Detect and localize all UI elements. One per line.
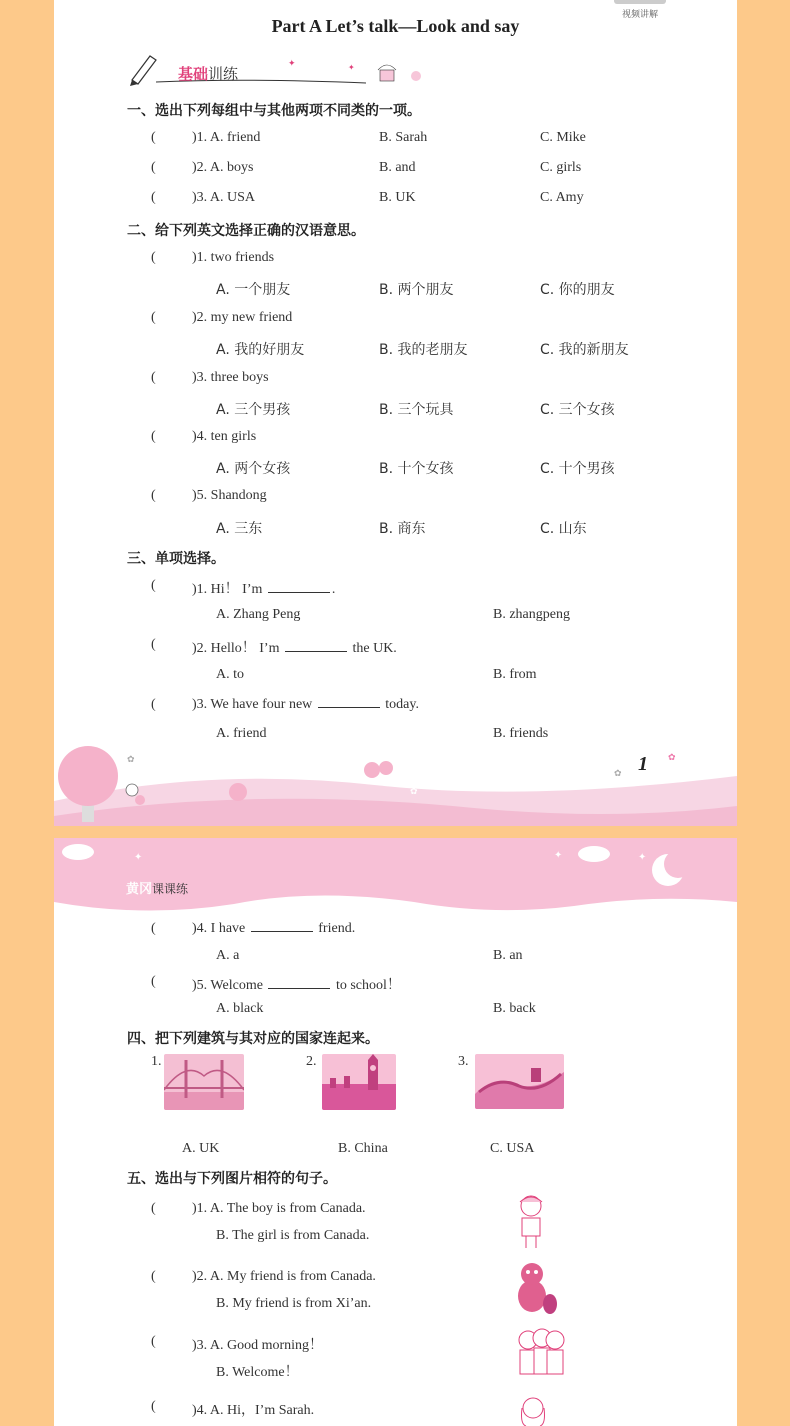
great-wall-photo[interactable] [475,1054,564,1109]
s3-q4: )4. I have friend. [192,921,356,936]
section2-heading: 二、给下列英文选择正确的汉语意思。 [127,223,365,239]
s2-q5-c: C. 山东 [540,521,587,537]
s5-q2-b: B. My friend is from Xi’an. [216,1296,372,1311]
golden-gate-bridge-photo[interactable] [164,1054,244,1110]
s3-q3-a: A. friend [216,726,267,741]
workbook-page-1 [54,0,737,826]
footer-landscape [54,746,737,826]
header-title: 黄冈课课练 [126,882,189,897]
answer-paren[interactable]: ( [151,130,156,145]
picture-number: 3. [458,1054,469,1069]
svg-text:✦: ✦ [134,852,143,863]
s2-q1-c: C. 你的朋友 [540,282,615,298]
s2-q2-b: B. 我的老朋友 [379,342,468,358]
s3-q5-a: A. black [216,1001,264,1016]
s1-q2: )2. A. boys [192,160,254,175]
s1-q1-c: C. Mike [540,130,586,145]
s3-q2-a: A. to [216,667,244,682]
s2-q5-b: B. 商东 [379,521,426,537]
answer-paren[interactable]: ( [151,370,156,385]
s3-q4-a: A. a [216,948,240,963]
video-label: 视频讲解 [622,10,659,20]
page-number: 1 [638,753,648,775]
picture-number: 1. [151,1054,162,1069]
country-option-c[interactable]: C. USA [490,1141,535,1156]
s5-q3-a: )3. A. Good morning！ [192,1338,324,1353]
s2-q3-a: A. 三个男孩 [216,402,291,418]
country-option-a[interactable]: A. UK [182,1141,220,1156]
cake-icon [378,65,396,81]
s2-q1-a: A. 一个朋友 [216,282,291,298]
fill-blank[interactable] [268,979,330,989]
s5-q1-a: )1. A. The boy is from Canada. [192,1201,366,1216]
s1-q3: )3. A. USA [192,190,256,205]
s3-q2: )2. Hello！ I’m the UK. [192,641,397,656]
fill-blank[interactable] [285,642,347,652]
s2-q5-a: A. 三东 [216,521,263,537]
s3-q5-b: B. back [493,1001,536,1016]
answer-paren[interactable]: ( [151,697,156,712]
s2-q1-b: B. 两个朋友 [379,282,454,298]
answer-paren[interactable]: ( [151,1269,156,1284]
section4-heading: 四、把下列建筑与其对应的国家连起来。 [127,1031,379,1047]
s3-q3-b: B. friends [493,726,549,741]
s3-q1-a: A. Zhang Peng [216,607,301,622]
answer-paren[interactable]: ( [151,578,156,593]
svg-text:✿: ✿ [668,753,676,763]
s2-q2: )2. my new friend [192,310,293,325]
svg-text:✿: ✿ [127,755,135,765]
s1-q1: )1. A. friend [192,130,261,145]
fill-blank[interactable] [251,922,313,932]
s1-q2-c: C. girls [540,160,582,175]
s2-q5: )5. Shandong [192,488,267,503]
answer-paren[interactable]: ( [151,310,156,325]
s3-q1: )1. Hi！ I’m . [192,582,336,597]
picture-number: 2. [306,1054,317,1069]
fill-blank[interactable] [318,698,380,708]
svg-text:✿: ✿ [410,787,418,797]
workbook-page-2 [54,838,737,1426]
s2-q4: )4. ten girls [192,429,257,444]
girl-picture [516,1394,550,1426]
beaver-picture [512,1260,558,1316]
answer-paren[interactable]: ( [151,429,156,444]
s3-q4-b: B. an [493,948,523,963]
s2-q4-c: C. 十个男孩 [540,461,615,477]
answer-paren[interactable]: ( [151,1334,156,1349]
answer-paren[interactable]: ( [151,160,156,175]
video-qr-badge[interactable] [614,0,666,4]
pencil-icon [130,56,156,86]
section5-heading: 五、选出与下列图片相符的句子。 [127,1171,337,1187]
svg-text:✦: ✦ [348,63,355,72]
s1-q1-b: B. Sarah [379,130,428,145]
s3-q5: )5. Welcome to school！ [192,978,401,993]
basic-training-banner [126,50,426,88]
answer-paren[interactable]: ( [151,637,156,652]
svg-text:✦: ✦ [554,850,563,861]
s3-q1-b: B. zhangpeng [493,607,570,622]
answer-paren[interactable]: ( [151,1201,156,1216]
s3-q2-b: B. from [493,667,537,682]
s1-q3-b: B. UK [379,190,416,205]
big-ben-photo[interactable] [322,1054,396,1110]
children-picture [516,1328,566,1380]
answer-paren[interactable]: ( [151,190,156,205]
answer-paren[interactable]: ( [151,250,156,265]
answer-paren[interactable]: ( [151,921,156,936]
s5-q3-b: B. Welcome！ [216,1365,299,1380]
flower-icon [411,71,421,81]
boy-picture [514,1194,548,1250]
s5-q1-b: B. The girl is from Canada. [216,1228,370,1243]
star-icon [288,59,355,72]
s5-q4-a: )4. A. Hi，I’m Sarah. [192,1403,315,1418]
s5-q2-a: )2. A. My friend is from Canada. [192,1269,376,1284]
answer-paren[interactable]: ( [151,488,156,503]
fill-blank[interactable] [268,583,330,593]
answer-paren[interactable]: ( [151,974,156,989]
s2-q2-c: C. 我的新朋友 [540,342,629,358]
s2-q3: )3. three boys [192,370,269,385]
page-title: Part A Let’s talk—Look and say [271,16,520,36]
svg-text:✿: ✿ [614,769,622,779]
s3-q3: )3. We have four new today. [192,697,419,712]
section3-heading: 三、单项选择。 [127,551,225,567]
svg-text:✦: ✦ [288,59,296,69]
s1-q2-b: B. and [379,160,416,175]
basic-training-label: 基础训练 [178,65,239,83]
svg-text:✦: ✦ [638,852,647,863]
s2-q1: )1. two friends [192,250,275,265]
s1-q3-c: C. Amy [540,190,584,205]
section1-heading: 一、选出下列每组中与其他两项不同类的一项。 [127,103,421,119]
s2-q3-b: B. 三个玩具 [379,402,454,418]
answer-paren[interactable]: ( [151,1399,156,1414]
s2-q4-a: A. 两个女孩 [216,461,291,477]
country-option-b[interactable]: B. China [338,1141,388,1156]
s2-q2-a: A. 我的好朋友 [216,342,305,358]
s2-q4-b: B. 十个女孩 [379,461,454,477]
s2-q3-c: C. 三个女孩 [540,402,615,418]
